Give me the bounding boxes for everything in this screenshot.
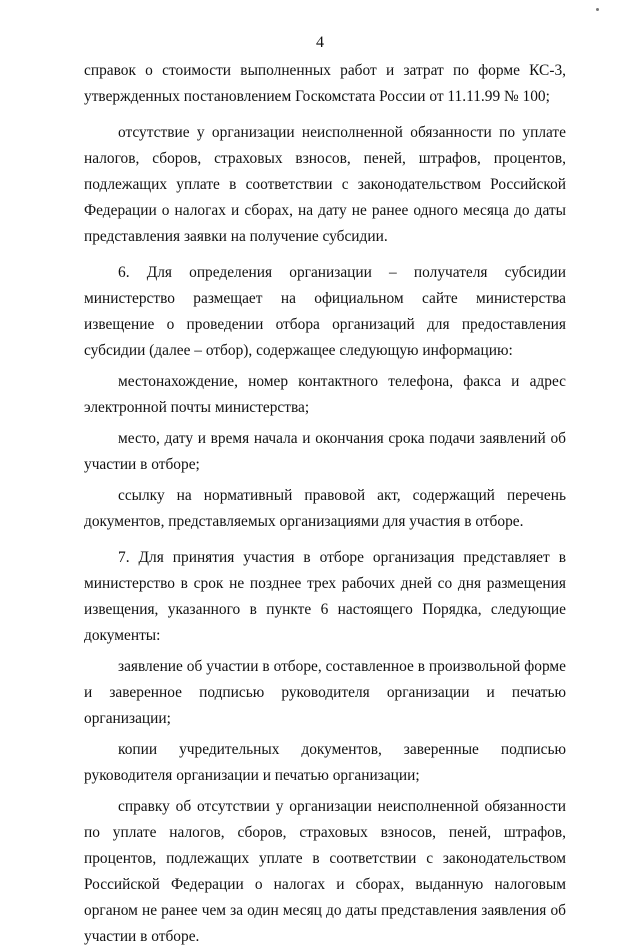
paragraph-founding-documents: копии учредительных документов, заверенные подписью руководителя организации и печатью организации; [84,741,566,784]
paragraph-tax-certificate: справку об отсутствии у организации неисполненной обязанности по уплате налогов, сборов, страховых взносов, пеней, штрафов, процентов, подлежащих уплате в соответствии с законодательством Российской Федерации о налогах и сборах, выданную налоговым органом не ранее чем за один месяц до даты представления заявления об участии в отборе. [84,798,566,945]
paragraph-ks3-reference: справок о стоимости выполненных работ и затрат по форме КС-3, утвержденных постановлением Госкомстата России от 11.11.99 № 100; [84,62,566,105]
paragraph-location-contacts: местонахождение, номер контактного телефона, факса и адрес электронной почты министерства; [84,373,566,416]
document-body [84,58,566,950]
page-number: 4 [316,34,324,51]
paragraph-clause-7: 7. Для принятия участия в отборе организация представляет в министерство в срок не позднее трех рабочих дней со дня размещения извещения, указанного в пункте 6 настоящего Порядка, следующие документы: [84,549,566,644]
paragraph-application-statement: заявление об участии в отборе, составленное в произвольной форме и заверенное подписью руководителя организации и печатью организации; [84,658,566,727]
paragraph-application-dates: место, дату и время начала и окончания срока подачи заявлений об участии в отборе; [84,430,566,473]
paragraph-clause-6: 6. Для определения организации – получателя субсидии министерство размещает на официальном сайте министерства извещение о проведении отбора организаций для предоставления субсидии (далее – отбор), содержащее следующую информацию: [84,264,566,359]
paragraph-legal-act-link: ссылку на нормативный правовой акт, содержащий перечень документов, представляемых организациями для участия в отборе. [84,487,566,530]
paragraph-tax-obligation: отсутствие у организации неисполненной обязанности по уплате налогов, сборов, страховых взносов, пеней, штрафов, процентов, подлежащих уплате в соответствии с законодательством Российской Федерации о налогах и сборах, на дату не ранее одного месяца до даты представления заявки на получение субсидии. [84,124,566,245]
scan-mark [596,8,599,11]
